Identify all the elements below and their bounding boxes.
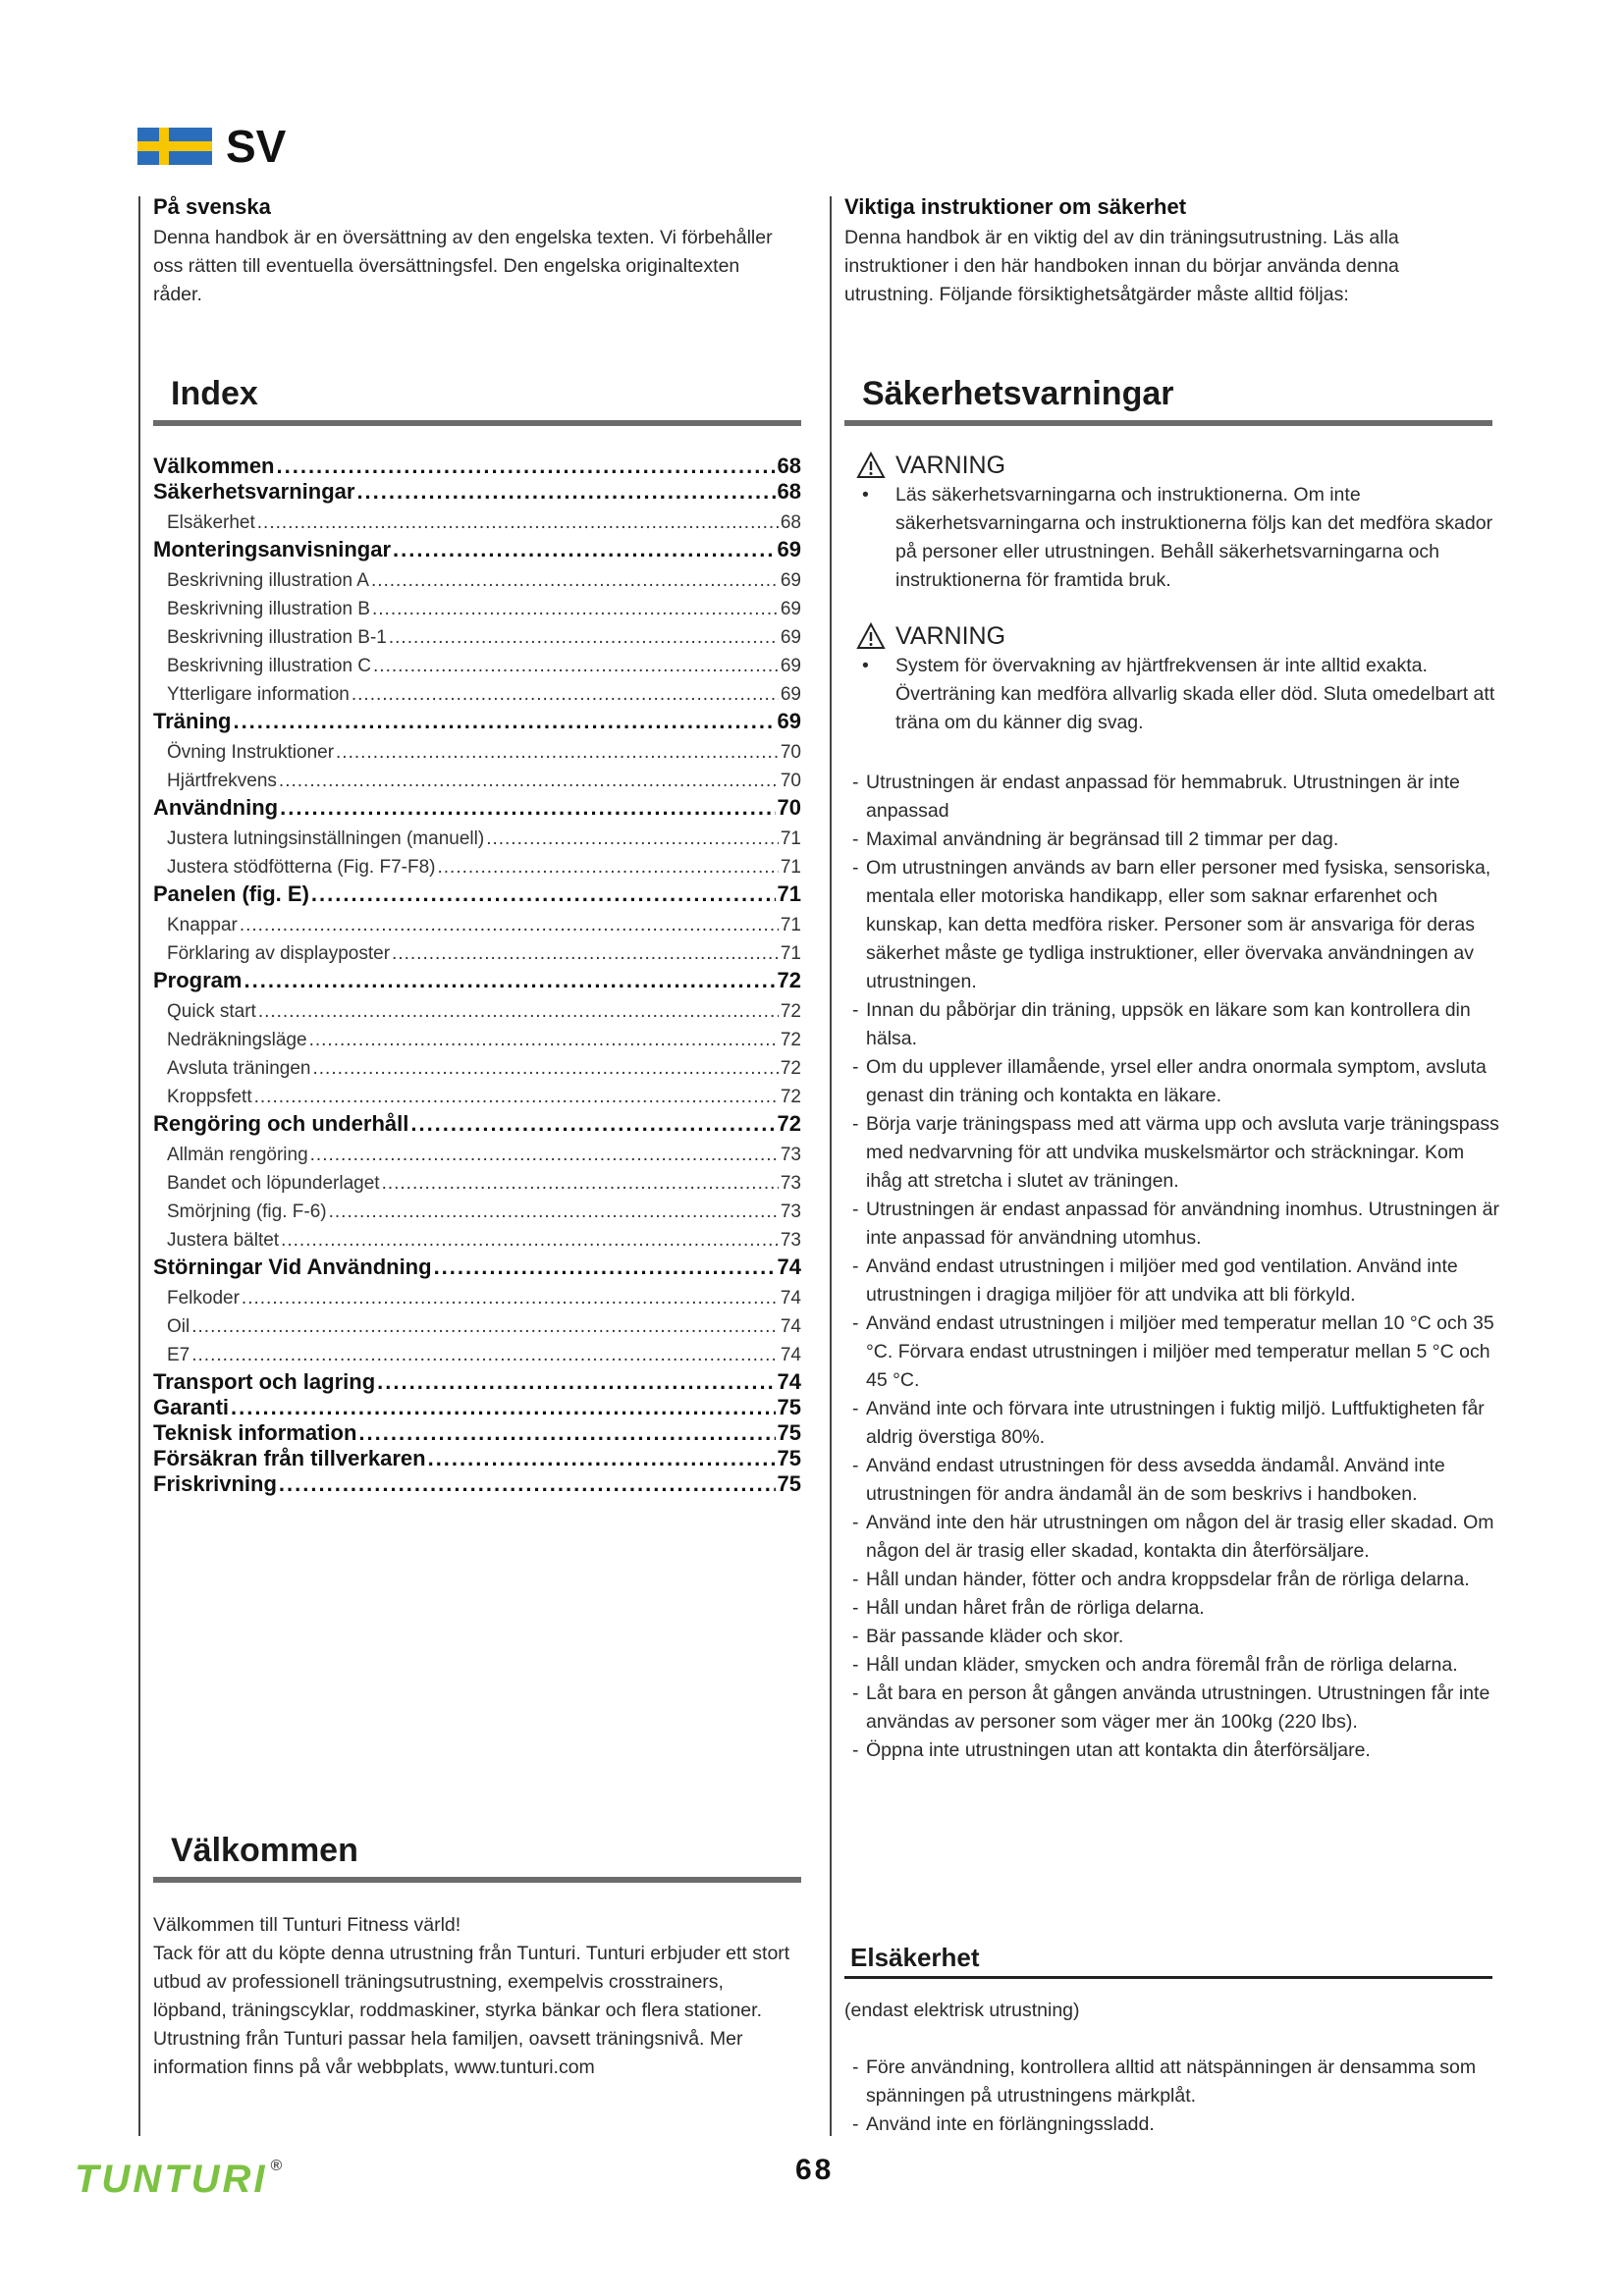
dot-leader: [281, 1226, 779, 1255]
safety-rule-text: Håll undan håret från de rörliga delarna.: [866, 1597, 1205, 1619]
warning-box: [852, 450, 1500, 595]
safety-rule-item: [852, 1309, 1500, 1395]
index-entry: [153, 454, 801, 479]
index-entry-page: 72: [780, 1030, 801, 1050]
index-entry-page: 68: [777, 479, 801, 504]
safety-rule-item: [852, 1623, 1500, 1651]
index-entry-label: Nedräkningsläge: [167, 1030, 307, 1050]
safety-rule-item: [852, 1680, 1500, 1736]
index-subentry: [153, 1284, 801, 1312]
dash-bullet: -: [852, 1398, 859, 1419]
dot-leader: [382, 1169, 779, 1198]
dash-bullet: -: [852, 1113, 859, 1135]
safety-rule-text: Bär passande kläder och skor.: [866, 1626, 1124, 1647]
index-entry-label: Kroppsfett: [167, 1087, 252, 1107]
index-entry-page: 69: [780, 684, 801, 705]
safety-rule-item: [852, 1651, 1500, 1680]
dash-bullet: -: [852, 999, 859, 1021]
index-entry-label: Träning: [153, 709, 232, 733]
index-entry-label: Användning: [153, 795, 279, 820]
welcome-title: Välkommen: [171, 1832, 358, 1869]
index-subentry: [153, 566, 801, 595]
safety-rule-text: Använd inte den här utrustningen om någon del är trasig eller skadad. Om någon del är trasig eller skadad, kontakta din återförsäljare.: [866, 1512, 1494, 1562]
dot-leader: [372, 595, 779, 623]
dash-bullet: -: [852, 1569, 859, 1590]
index-subentry: [153, 1026, 801, 1054]
dot-leader: [392, 939, 779, 968]
safety-rule-item: [852, 1253, 1500, 1309]
dot-leader: [377, 1369, 775, 1395]
safety-rule-text: Börja varje träningspass med att värma upp och avsluta varje träningspass med nedvarvning för att undvika muskelsmärtor och sträckningar. Kom ihåg att stretcha i slutet av träningen.: [866, 1113, 1499, 1192]
index-entry-label: Allmän rengöring: [167, 1145, 308, 1165]
flag-cross-horizontal: [137, 141, 212, 151]
index-subentry: [153, 1226, 801, 1255]
safety-rule-text: Maximal användning är begränsad till 2 timmar per dag.: [866, 828, 1339, 850]
safety-rule-text: Öppna inte utrustningen utan att kontakta din återförsäljare.: [866, 1739, 1371, 1761]
index-entry-page: 69: [780, 656, 801, 676]
index-entry: [153, 1111, 801, 1137]
safety-rule-text: Använd endast utrustningen för dess avsedda ändamål. Använd inte utrustningen för andra ändamål än de som beskrivs i handboken.: [866, 1455, 1445, 1505]
index-entry: [153, 479, 801, 505]
dot-leader: [279, 767, 779, 795]
electrical-title: Elsäkerhet: [850, 1943, 980, 1972]
warning-text-content: System för övervakning av hjärtfrekvensen är inte alltid exakta. Överträning kan medföra allvarlig skada eller död. Sluta omedelbart att träna om du känner dig svag.: [895, 655, 1495, 733]
index-entry-label: Rengöring och underhåll: [153, 1111, 409, 1136]
dot-leader: [358, 1420, 775, 1446]
index-heading-rule: [153, 420, 801, 426]
dot-leader: [329, 1198, 779, 1226]
safety-rule-item: [852, 1110, 1500, 1196]
dash-bullet: -: [852, 2056, 859, 2078]
dash-bullet: -: [852, 1654, 859, 1676]
safety-rule-text: Håll undan kläder, smycken och andra föremål från de rörliga delarna.: [866, 1654, 1458, 1676]
warning-triangle-icon: [856, 622, 886, 650]
warning-title: [852, 620, 1500, 652]
index-entry-label: Garanti: [153, 1395, 230, 1419]
safety-rule-item: [852, 854, 1500, 996]
dot-leader: [312, 1054, 778, 1083]
safety-rule-text: Innan du påbörjar din träning, uppsök en läkare som kan kontrollera din hälsa.: [866, 999, 1471, 1049]
index-entry-label: Transport och lagring: [153, 1369, 376, 1394]
safety-rule-item: [852, 1566, 1500, 1594]
safety-rule-item: [852, 996, 1500, 1053]
index-entry-page: 72: [780, 1058, 801, 1079]
index-heading: [153, 371, 801, 426]
safety-rule-text: Använd inte och förvara inte utrustningen i fuktig miljö. Luftfuktigheten får aldrig överstiga 80%.: [866, 1398, 1485, 1448]
index-subentry: [153, 1083, 801, 1111]
index-entry-label: Friskrivning: [153, 1471, 277, 1496]
dot-leader: [486, 825, 779, 853]
intro-right: [844, 194, 1473, 309]
dash-bullet: -: [852, 1682, 859, 1704]
safety-rule-item: [852, 826, 1500, 854]
dot-leader: [352, 680, 779, 709]
index-entry-page: 75: [777, 1395, 801, 1419]
index-subentry: [153, 1198, 801, 1226]
index-title: Index: [171, 375, 258, 412]
dot-leader: [254, 1083, 779, 1111]
index-entry-page: 73: [780, 1201, 801, 1222]
swedish-flag-icon: [137, 128, 212, 165]
dot-leader: [244, 968, 775, 993]
index-entry-page: 70: [777, 795, 801, 820]
index-subentry: [153, 939, 801, 968]
index-entry-page: 69: [780, 570, 801, 591]
index-entry-page: 70: [780, 771, 801, 791]
index-entry: [153, 1369, 801, 1395]
index-entry-page: 73: [780, 1230, 801, 1251]
dot-leader: [233, 709, 775, 734]
index-entry-label: Ytterligare information: [167, 684, 350, 705]
dot-leader: [434, 1255, 776, 1280]
index-entry: [153, 795, 801, 821]
welcome-text: Tack för att du köpte denna utrustning från Tunturi. Tunturi erbjuder ett stort utbud av professionell träningsutrustning, exempelvis crosstrainers, löpband, träningscyklar, roddmaskiner, styrka bänkar och flera stationer. Utrustning från Tunturi passar hela familjen, oavsett träningsnivå. Mer information finns på vår webbplats, www.tunturi.com: [153, 1943, 790, 2078]
index-entry-page: 71: [780, 915, 801, 935]
safety-rule-item: [852, 1594, 1500, 1623]
safety-rule-text: Om du upplever illamående, yrsel eller andra onormala symptom, avsluta genast din träning och kontakta en läkare.: [866, 1056, 1487, 1106]
dot-leader: [258, 997, 779, 1026]
safety-rule-item: [852, 1196, 1500, 1253]
index-entry-page: 69: [777, 709, 801, 733]
dash-bullet: -: [852, 1597, 859, 1619]
index-entry: [153, 709, 801, 734]
index-entry-label: Säkerhetsvarningar: [153, 479, 355, 504]
safety-heading-rule: [844, 420, 1492, 426]
electrical-note: (endast elektrisk utrustning): [844, 2000, 1080, 2021]
index-entry: [153, 1471, 801, 1497]
dash-bullet: -: [852, 857, 859, 879]
index-entry-label: Elsäkerhet: [167, 512, 255, 533]
warning-text: [852, 652, 1500, 737]
index-entry-label: Justera lutningsinställningen (manuell): [167, 828, 485, 849]
safety-rule-text: Om utrustningen används av barn eller personer med fysiska, sensoriska, mentala eller motoriska handikapp, eller som saknar erfarenhet och kunskap, kan detta medföra risker. Personer som är ansvariga för deras säkerhet måste ge tydliga instruktioner, eller övervaka användningen av utrustningen.: [866, 857, 1491, 992]
index-entry-label: Välkommen: [153, 454, 275, 478]
index-subentry: [153, 1312, 801, 1341]
electrical-heading-rule: [844, 1976, 1492, 1979]
index-subentry: [153, 1341, 801, 1369]
dot-leader: [257, 508, 779, 537]
index-subentry: [153, 997, 801, 1026]
dot-leader: [336, 738, 779, 767]
safety-title: Säkerhetsvarningar: [862, 375, 1174, 412]
index-entry-page: 74: [780, 1316, 801, 1337]
intro-left: [153, 194, 782, 309]
index-entry-label: Program: [153, 968, 243, 992]
safety-rule-text: Före användning, kontrollera alltid att nätspänningen är densamma som spänningen på utrustningens märkplåt.: [866, 2056, 1477, 2107]
index-entry: [153, 1446, 801, 1471]
safety-rule-text: Utrustningen är endast anpassad för användning inomhus. Utrustningen är inte anpassad för användning utomhus.: [866, 1199, 1499, 1249]
electrical-heading: [844, 1941, 1492, 1979]
index-entry-label: Beskrivning illustration B-1: [167, 627, 387, 648]
dash-bullet: -: [852, 1455, 859, 1476]
index-entry-page: 72: [777, 1111, 801, 1136]
index-entry-page: 71: [777, 881, 801, 906]
registered-mark: ®: [270, 2158, 283, 2174]
index-subentry: [153, 1169, 801, 1198]
welcome-heading-rule: [153, 1877, 801, 1883]
index-entry-label: Övning Instruktioner: [167, 742, 335, 763]
index-entry-label: Justera bältet: [167, 1230, 280, 1251]
index-entry: [153, 881, 801, 907]
page-number: 68: [795, 2154, 835, 2186]
dot-leader: [371, 566, 779, 595]
index-entry-label: Bandet och löpunderlaget: [167, 1173, 380, 1194]
index-entry-page: 72: [780, 1087, 801, 1107]
safety-rule-item: [852, 1395, 1500, 1452]
warning-title: [852, 450, 1500, 481]
dash-bullet: -: [852, 1199, 859, 1220]
index-entry-page: 68: [777, 454, 801, 478]
dash-bullet: -: [852, 1312, 859, 1334]
language-header: [137, 122, 286, 171]
dot-leader: [410, 1111, 775, 1137]
index-subentry: [153, 825, 801, 853]
safety-rule-text: Använd inte en förlängningssladd.: [866, 2113, 1155, 2135]
safety-rule-item: [852, 1053, 1500, 1110]
dot-leader: [242, 1284, 779, 1312]
index-entry-label: Felkoder: [167, 1288, 240, 1308]
index-entry-page: 75: [777, 1446, 801, 1470]
left-column-rule: [138, 196, 140, 2136]
index-entry-page: 68: [780, 512, 801, 533]
safety-rule-item: [852, 1452, 1500, 1509]
index-entry-page: 69: [780, 599, 801, 619]
safety-rule-text: Använd endast utrustningen i miljöer med temperatur mellan 10 °C och 35 °C. Förvara endast utrustningen i miljöer med temperatur mellan 5 °C och 45 °C.: [866, 1312, 1494, 1391]
index-entry-page: 74: [777, 1255, 801, 1279]
index-entry-label: Störningar Vid Användning: [153, 1255, 432, 1279]
index-entry-label: Beskrivning illustration A: [167, 570, 369, 591]
intro-right-text: Denna handbok är en viktig del av din träningsutrustning. Läs alla instruktioner i den här handboken innan du börjar använda denna utrustning. Följande försiktighetsåtgärder måste alltid följas:: [844, 227, 1399, 305]
safety-rule-item: [852, 2054, 1500, 2110]
index-subentry: [153, 911, 801, 939]
index-subentry: [153, 508, 801, 537]
dot-leader: [393, 537, 775, 562]
index-entry-page: 74: [780, 1345, 801, 1365]
index-entry-page: 69: [780, 627, 801, 648]
welcome-text-block: [153, 1911, 801, 2082]
dot-leader: [309, 1026, 779, 1054]
warning-triangle-icon: [856, 452, 886, 479]
dot-leader: [373, 652, 779, 680]
index-entry-label: Monteringsanvisningar: [153, 537, 392, 561]
index-entry-page: 71: [780, 943, 801, 964]
dot-leader: [356, 479, 775, 505]
safety-rule-text: Utrustningen är endast anpassad för hemmabruk. Utrustningen är inte anpassad: [866, 772, 1460, 822]
brand-name: TUNTURI: [75, 2158, 268, 2201]
safety-rule-item: [852, 769, 1500, 826]
dash-bullet: -: [852, 772, 859, 793]
index-entry: [153, 968, 801, 993]
index-entry-page: 72: [780, 1001, 801, 1022]
index-subentry: [153, 680, 801, 709]
index-entry: [153, 1420, 801, 1446]
index-entry-label: Smörjning (fig. F-6): [167, 1201, 327, 1222]
welcome-greeting: Välkommen till Tunturi Fitness värld!: [153, 1914, 461, 1936]
dash-bullet: -: [852, 2113, 859, 2135]
dot-leader: [231, 1395, 775, 1420]
index-entry-page: 74: [777, 1369, 801, 1394]
language-code: SV: [226, 121, 287, 172]
warning-text-content: Läs säkerhetsvarningarna och instruktionerna. Om inte säkerhetsvarningarna och instruktionerna följs kan det medföra skador på personer eller utrustningen. Behåll säkerhetsvarningarna och instruktionerna för framtida bruk.: [895, 484, 1493, 591]
dot-leader: [311, 881, 776, 907]
index-entry-page: 71: [780, 857, 801, 878]
safety-rule-item: [852, 1509, 1500, 1566]
index-entry-page: 70: [780, 742, 801, 763]
dot-leader: [191, 1341, 779, 1369]
index-subentry: [153, 1141, 801, 1169]
index-entry-label: Beskrivning illustration B: [167, 599, 370, 619]
index-entry-label: Beskrivning illustration C: [167, 656, 372, 676]
dash-bullet: -: [852, 1056, 859, 1078]
safety-rule-text: Låt bara en person åt gången använda utrustningen. Utrustningen får inte användas av personer som väger mer än 100kg (220 lbs).: [866, 1682, 1490, 1733]
index-subentry: [153, 652, 801, 680]
warning-label: VARNING: [895, 622, 1006, 650]
dot-leader: [279, 1471, 776, 1497]
index-entry-label: Panelen (fig. E): [153, 881, 309, 906]
index-entry-label: Oil: [167, 1316, 190, 1337]
index-entry-label: Knappar: [167, 915, 238, 935]
intro-left-text: Denna handbok är en översättning av den engelska texten. Vi förbehåller oss rätten till eventuella översättningsfel. Den engelska originaltexten råder.: [153, 227, 773, 305]
index-subentry: [153, 767, 801, 795]
bullet-icon: •: [862, 655, 869, 676]
dot-leader: [389, 623, 779, 652]
index-entry-page: 73: [780, 1173, 801, 1194]
index-list: [153, 454, 801, 1497]
dot-leader: [438, 853, 779, 881]
electrical-rules-list: [852, 2054, 1500, 2139]
dot-leader: [310, 1141, 779, 1169]
dot-leader: [428, 1446, 776, 1471]
safety-rules-list: [852, 769, 1500, 1765]
dash-bullet: -: [852, 828, 859, 850]
safety-rule-text: Håll undan händer, fötter och andra kroppsdelar från de rörliga delarna.: [866, 1569, 1470, 1590]
index-subentry: [153, 853, 801, 881]
dash-bullet: -: [852, 1626, 859, 1647]
tunturi-logo: [75, 2158, 282, 2202]
index-entry-page: 72: [777, 968, 801, 992]
warning-text: [852, 481, 1500, 595]
bullet-icon: •: [862, 484, 869, 506]
safety-rule-item: [852, 1736, 1500, 1765]
index-entry-page: 71: [780, 828, 801, 849]
dash-bullet: -: [852, 1255, 859, 1277]
safety-rule-item: [852, 2110, 1500, 2139]
dash-bullet: -: [852, 1739, 859, 1761]
dot-leader: [191, 1312, 779, 1341]
index-entry: [153, 1395, 801, 1420]
index-entry-label: Teknisk information: [153, 1420, 357, 1445]
dash-bullet: -: [852, 1512, 859, 1533]
dot-leader: [240, 911, 779, 939]
index-entry-page: 74: [780, 1288, 801, 1308]
index-entry-label: Avsluta träningen: [167, 1058, 311, 1079]
safety-rule-text: Använd endast utrustningen i miljöer med god ventilation. Använd inte utrustningen i dragiga miljöer för att undvika att bli förkyld.: [866, 1255, 1458, 1306]
safety-heading: [844, 371, 1492, 426]
welcome-heading: [153, 1828, 801, 1883]
index-entry-page: 75: [777, 1420, 801, 1445]
index-subentry: [153, 595, 801, 623]
index-entry-label: Förklaring av displayposter: [167, 943, 391, 964]
index-entry-label: Justera stödfötterna (Fig. F7-F8): [167, 857, 436, 878]
index-entry-label: Quick start: [167, 1001, 256, 1022]
warning-label: VARNING: [895, 452, 1006, 479]
right-column-rule: [830, 196, 832, 2136]
index-subentry: [153, 1054, 801, 1083]
index-entry: [153, 1255, 801, 1280]
warning-box: [852, 620, 1500, 737]
dot-leader: [277, 454, 776, 479]
index-entry: [153, 537, 801, 562]
intro-right-title: Viktiga instruktioner om säkerhet: [844, 194, 1187, 219]
index-subentry: [153, 623, 801, 652]
index-entry-page: 75: [777, 1471, 801, 1496]
index-entry-label: Hjärtfrekvens: [167, 771, 277, 791]
index-subentry: [153, 738, 801, 767]
index-entry-label: E7: [167, 1345, 190, 1365]
intro-left-title: På svenska: [153, 194, 271, 219]
index-entry-page: 69: [777, 537, 801, 561]
index-entry-label: Försäkran från tillverkaren: [153, 1446, 426, 1470]
index-entry-page: 73: [780, 1145, 801, 1165]
dot-leader: [280, 795, 775, 821]
